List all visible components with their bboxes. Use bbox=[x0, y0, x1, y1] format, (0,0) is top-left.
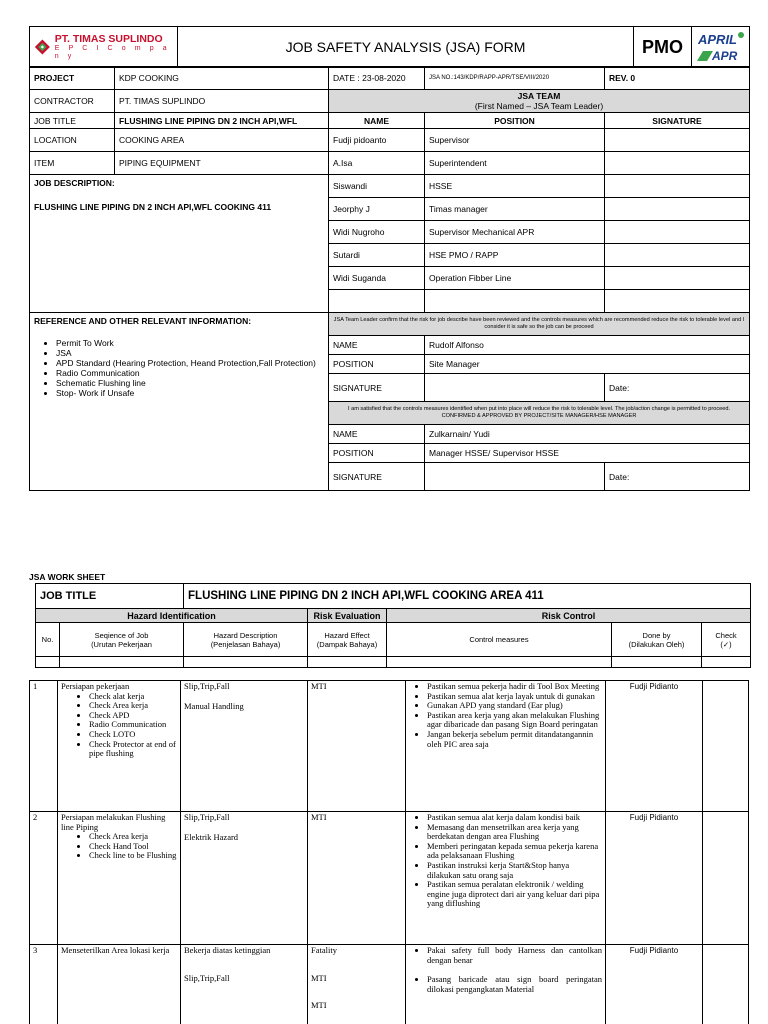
row-effects: MTI bbox=[308, 812, 406, 945]
table-row bbox=[30, 681, 749, 812]
job-description-label: JOB DESCRIPTION: bbox=[34, 178, 115, 188]
jsa-info-table bbox=[29, 66, 750, 491]
team-col-position: POSITION bbox=[425, 113, 605, 129]
band-hazard-identification: Hazard Identification bbox=[36, 609, 308, 623]
row-controls: • Pakai safety full body Harness dan cantolkan dengan benar • Pasang baricade atau sign board peringatan dilokasi pengangkatan Material bbox=[406, 945, 606, 1024]
col-done-by: Done by (Dilakukan Oleh) bbox=[612, 623, 702, 657]
leader-position-label: POSITION bbox=[329, 355, 425, 374]
row-effects: MTI bbox=[308, 681, 406, 812]
row-check-box[interactable] bbox=[703, 945, 749, 1024]
col-control-measures: Control measures bbox=[387, 623, 612, 657]
team-name-1: A.Isa bbox=[329, 152, 425, 175]
april-apr-logo bbox=[693, 27, 749, 65]
team-position-4: Supervisor Mechanical APR bbox=[425, 221, 605, 244]
team-signature-6[interactable] bbox=[605, 267, 750, 290]
item-label: ITEM bbox=[30, 152, 115, 175]
reference-item: • Schematic Flushing line bbox=[56, 378, 324, 388]
team-name-5: Sutardi bbox=[329, 244, 425, 267]
reference-item: • Permit To Work bbox=[56, 338, 324, 348]
worksheet-rows bbox=[29, 680, 749, 1024]
col-no: No. bbox=[36, 623, 60, 657]
team-signature-5[interactable] bbox=[605, 244, 750, 267]
leader-signature-field[interactable] bbox=[425, 374, 605, 402]
row-sequence: Persiapan melakukan Flushing line Piping • Check Area kerja • Check Hand Tool • Check line to be Flushing bbox=[58, 812, 181, 945]
team-position-5: HSE PMO / RAPP bbox=[425, 244, 605, 267]
team-position-1: Superintendent bbox=[425, 152, 605, 175]
band-risk-control: Risk Control bbox=[387, 609, 751, 623]
leader-confirmation: JSA Team Leader confirm that the risk for job describe have been reviewed and the controls measures which are recommended reduce the risk to tolerable level and I consider it is safe so the job can be proceed bbox=[329, 313, 750, 336]
contractor-label: CONTRACTOR bbox=[30, 90, 115, 113]
location-label: LOCATION bbox=[30, 129, 115, 152]
team-signature-4[interactable] bbox=[605, 221, 750, 244]
apr-wing-icon bbox=[697, 51, 713, 61]
item-value: PIPING EQUIPMENT bbox=[115, 152, 329, 175]
team-col-name: NAME bbox=[329, 113, 425, 129]
reference-item: • Stop- Work if Unsafe bbox=[56, 388, 324, 398]
row-no: 2 bbox=[30, 812, 58, 945]
col-hazard-description: Hazard Description (Penjelasan Bahaya) bbox=[184, 623, 308, 657]
worksheet-label: JSA WORK SHEET bbox=[29, 572, 106, 582]
leader-name-value: Rudolf Alfonso bbox=[425, 336, 750, 355]
row-sequence: Persiapan pekerjaan • Check alat kerja • Check Area kerja • Check APD • Radio Communication • Check LOTO • Check Protector at end of pipe flushing bbox=[58, 681, 181, 812]
reference-item: • JSA bbox=[56, 348, 324, 358]
team-position-6: Operation Fibber Line bbox=[425, 267, 605, 290]
company-logo bbox=[34, 34, 173, 61]
manager-date-field[interactable]: Date: bbox=[605, 463, 750, 491]
manager-position-value: Manager HSSE/ Supervisor HSSE bbox=[425, 444, 750, 463]
jsa-number: JSA NO.:143/KDP/RAPP-APR/TSE/VIII/2020 bbox=[425, 67, 605, 90]
leader-date-field[interactable]: Date: bbox=[605, 374, 750, 402]
jsa-team-subtitle: (First Named – JSA Team Leader) bbox=[474, 101, 604, 111]
band-risk-evaluation: Risk Evaluation bbox=[308, 609, 387, 623]
col-check: Check (✓) bbox=[702, 623, 751, 657]
row-done-by: Fudji Pidianto bbox=[606, 812, 703, 945]
form-header bbox=[29, 26, 750, 68]
team-name-6: Widi Suganda bbox=[329, 267, 425, 290]
leader-signature-label: SIGNATURE bbox=[329, 374, 425, 402]
company-logo-cell bbox=[30, 27, 178, 68]
table-row bbox=[30, 945, 749, 1024]
timas-diamond-icon bbox=[34, 37, 51, 57]
team-name-0: Fudji pidoanto bbox=[329, 129, 425, 152]
table-row bbox=[30, 812, 749, 945]
job-title-label: JOB TITLE bbox=[30, 113, 115, 129]
manager-confirmation: I am satisfied that the controls measures identified when put into place will reduce the risk to tolerable level. The job/action change is permitted to proceed. CONFIRMED & APPROVED BY PROJECT/SITE MANAGER/HSE MANAGER bbox=[329, 402, 750, 425]
apr-logo-cell bbox=[692, 27, 750, 68]
row-no: 1 bbox=[30, 681, 58, 812]
leader-position-value: Site Manager bbox=[425, 355, 750, 374]
team-col-signature: SIGNATURE bbox=[605, 113, 750, 129]
location-value: COOKING AREA bbox=[115, 129, 329, 152]
row-controls: • Pastikan semua alat kerja dalam kondisi baik • Memasang dan mensetrilkan area kerja yang berdekatan dengan area Flushing • Memberi peringatan kepada semua pekerja karena ada pelaksanaan Flushing • Pastikan instruksi kerja Start&Stop hanya dilakukan satu orang saja • Pastikan semua peralatan elektronik / welding engine juga diprotect dari air yang keluar dari pipa yang diflushing bbox=[406, 812, 606, 945]
row-hazards: Slip,Trip,Fall Elektrik Hazard bbox=[181, 812, 308, 945]
apr-logo-text: APR bbox=[711, 49, 737, 63]
jsa-team-title: JSA TEAM bbox=[517, 91, 561, 101]
team-signature-3[interactable] bbox=[605, 198, 750, 221]
row-effects: Fatality MTI MTI bbox=[308, 945, 406, 1024]
manager-name-label: NAME bbox=[329, 425, 425, 444]
row-no: 3 bbox=[30, 945, 58, 1024]
job-description-value: FLUSHING LINE PIPING DN 2 INCH API,WFL COOKING 411 bbox=[34, 202, 272, 212]
manager-signature-label: SIGNATURE bbox=[329, 463, 425, 491]
reference-item: • APD Standard (Hearing Protection, Heand Protection,Fall Protection) bbox=[56, 358, 324, 368]
team-signature-1[interactable] bbox=[605, 152, 750, 175]
company-name: PT. TIMAS SUPLINDO bbox=[54, 32, 163, 45]
col-hazard-effect: Hazard Effect (Dampak Bahaya) bbox=[308, 623, 387, 657]
row-controls: • Pastikan semua pekerja hadir di Tool Box Meeting • Pastikan semua alat kerja layak untuk di gunakan • Gunakan APD yang standard (Ear plug) • Pastikan area kerja yang akan melakukan Flushing agar dibaricade dan pasang Sign Board peringatan • Jangan bekerja sebelum permit ditandatangannin oleh PIC area saja bbox=[406, 681, 606, 812]
row-done-by: Fudji Pidianto bbox=[606, 945, 703, 1024]
row-done-by: Fudji Pidianto bbox=[606, 681, 703, 812]
project-label: PROJECT bbox=[30, 67, 115, 90]
company-tagline: E P C I C o m p a n y bbox=[54, 44, 171, 60]
worksheet-job-title-label: JOB TITLE bbox=[36, 584, 184, 609]
job-description bbox=[30, 175, 329, 313]
leader-name-label: NAME bbox=[329, 336, 425, 355]
team-signature-7[interactable] bbox=[605, 290, 750, 313]
row-sequence: Menseterilkan Area lokasi kerja bbox=[58, 945, 181, 1024]
team-name-2: Siswandi bbox=[329, 175, 425, 198]
form-title: JOB SAFETY ANALYSIS (JSA) FORM bbox=[178, 27, 634, 68]
team-name-3: Jeorphy J bbox=[329, 198, 425, 221]
team-position-7 bbox=[425, 290, 605, 313]
manager-position-label: POSITION bbox=[329, 444, 425, 463]
team-signature-0[interactable] bbox=[605, 129, 750, 152]
date-value: DATE : 23-08-2020 bbox=[329, 67, 425, 90]
row-check-box[interactable] bbox=[703, 681, 749, 812]
april-logo-text: APRIL bbox=[697, 32, 737, 47]
row-check-box[interactable] bbox=[703, 812, 749, 945]
team-position-2: HSSE bbox=[425, 175, 605, 198]
team-position-0: Supervisor bbox=[425, 129, 605, 152]
revision: REV. 0 bbox=[605, 67, 750, 90]
contractor-value: PT. TIMAS SUPLINDO bbox=[115, 90, 329, 113]
team-signature-2[interactable] bbox=[605, 175, 750, 198]
pmo-label: PMO bbox=[634, 27, 692, 68]
team-name-4: Widi Nugroho bbox=[329, 221, 425, 244]
jsa-team-header bbox=[329, 90, 750, 113]
team-position-3: Timas manager bbox=[425, 198, 605, 221]
team-name-7 bbox=[329, 290, 425, 313]
worksheet-job-title-value: FLUSHING LINE PIPING DN 2 INCH API,WFL COOKING AREA 411 bbox=[184, 584, 751, 609]
job-title-value: FLUSHING LINE PIPING DN 2 INCH API,WFL bbox=[115, 113, 329, 129]
project-value: KDP COOKING bbox=[115, 67, 329, 90]
april-leaf-icon bbox=[738, 32, 744, 38]
col-sequence: Seqience of Job (Urutan Pekerjaan bbox=[60, 623, 184, 657]
reference-info bbox=[30, 313, 329, 491]
reference-item: • Radio Communication bbox=[56, 368, 324, 378]
reference-list bbox=[34, 338, 324, 398]
worksheet-header-table bbox=[35, 583, 751, 668]
row-hazards: Slip,Trip,Fall Manual Handling bbox=[181, 681, 308, 812]
manager-name-value: Zulkarnain/ Yudi bbox=[425, 425, 750, 444]
manager-signature-field[interactable] bbox=[425, 463, 605, 491]
reference-label: REFERENCE AND OTHER RELEVANT INFORMATION: bbox=[34, 316, 252, 326]
row-hazards: Bekerja diatas ketinggian Slip,Trip,Fall bbox=[181, 945, 308, 1024]
